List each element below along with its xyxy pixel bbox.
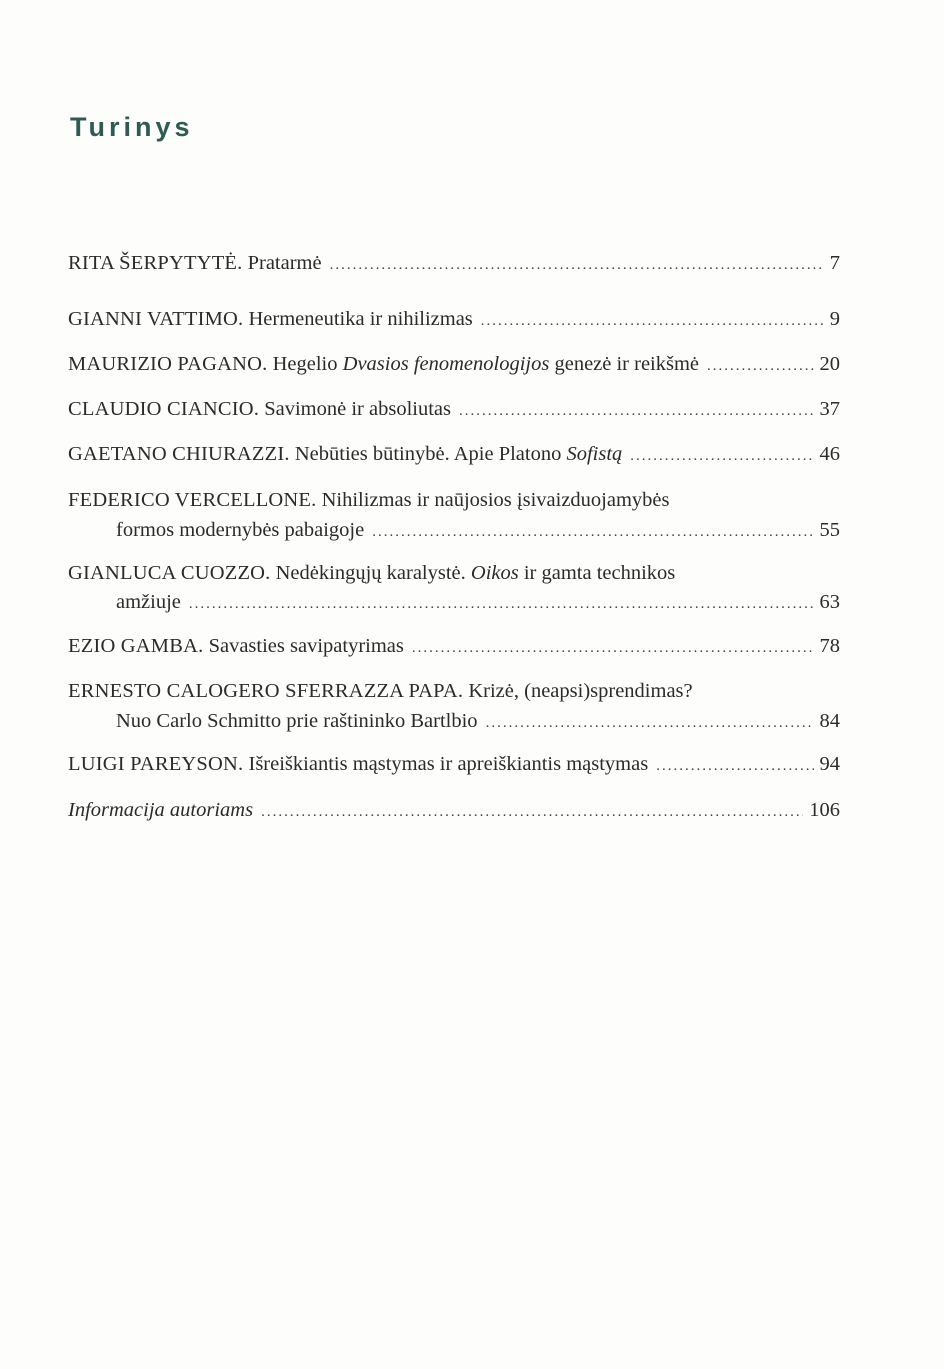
entry-author: MAURIZIO PAGANO. [68,353,268,375]
entry-title-continued: formos modernybės pabaigoje [116,519,365,541]
toc-entry [68,441,840,469]
leader-dots [481,308,824,334]
toc-entry [68,751,840,779]
leader-dots [656,753,813,779]
entry-title: Nihilizmas ir naūjosios įsivaizduojamybės [321,489,670,511]
entry-author: GIANNI VATTIMO. [68,308,244,330]
entry-page-number: 94 [819,753,840,775]
toc-entry [68,306,840,334]
toc-entry [68,633,840,661]
entry-page-number: 63 [819,591,840,613]
entry-title-italic: Informacija autoriams [68,799,254,821]
entry-page-number: 7 [829,252,840,274]
entry-title: genezė ir reikšmė [554,353,700,375]
toc-entry [68,797,840,825]
entry-author: EZIO GAMBA. [68,635,204,657]
entry-title-continued: Nuo Carlo Schmitto prie raštininko Bartlbio [116,710,478,732]
entry-author: GAETANO CHIURAZZI. [68,443,290,465]
entry-title-italic: Dvasios fenomenologijos [342,353,550,375]
entry-title: Krizė, (neapsi)sprendimas? [468,680,693,702]
entry-page-number: 9 [829,308,840,330]
toc-entry [68,487,840,545]
entry-title: Savimonė ir absoliutas [264,398,451,420]
entry-author: CLAUDIO CIANCIO. [68,398,260,420]
entry-title: ir gamta technikos [523,562,676,584]
entry-author: LUIGI PAREYSON. [68,753,244,775]
toc-entry [68,250,840,278]
entry-title: Nedėkingųjų karalystė. [275,562,466,584]
entry-title-continued: amžiuje [116,591,181,613]
entry-title: Nebūties būtinybė. Apie Platono [294,443,562,465]
entry-page-number: 20 [819,353,840,375]
leader-dots [486,710,814,736]
entry-title-italic: Oikos [470,562,519,584]
leader-dots [459,398,814,424]
entry-page-number: 37 [819,398,840,420]
entry-page-number: 78 [819,635,840,657]
toc-entry [68,351,840,379]
entry-title: Pratarmė [247,252,322,274]
entry-title-italic: Sofistą [566,443,623,465]
entry-author: GIANLUCA CUOZZO. [68,562,271,584]
leader-dots [630,443,813,469]
entry-page-number: 106 [809,799,840,821]
toc-heading: Turinys [70,112,194,142]
entry-page-number: 84 [819,710,840,732]
entry-title: Išreiškiantis mąstymas ir apreiškiantis mąstymas [248,753,649,775]
leader-dots [707,353,813,379]
toc-entry [68,396,840,424]
toc-entry [68,560,840,617]
entry-author: FEDERICO VERCELLONE. [68,489,317,511]
entry-title: Savasties savipatyrimas [208,635,404,657]
leader-dots [261,799,803,825]
entry-page-number: 55 [819,519,840,541]
leader-dots [189,591,814,617]
entry-title: Hegelio [272,353,338,375]
toc-entry [68,678,840,736]
leader-dots [412,635,814,661]
entry-author: RITA ŠERPYTYTĖ. [68,252,243,274]
entry-page-number: 46 [819,443,840,465]
entry-title: Hermeneutika ir nihilizmas [248,308,473,330]
leader-dots [372,519,813,545]
entry-author: ERNESTO CALOGERO SFERRAZZA PAPA. [68,680,464,702]
leader-dots [330,252,824,278]
